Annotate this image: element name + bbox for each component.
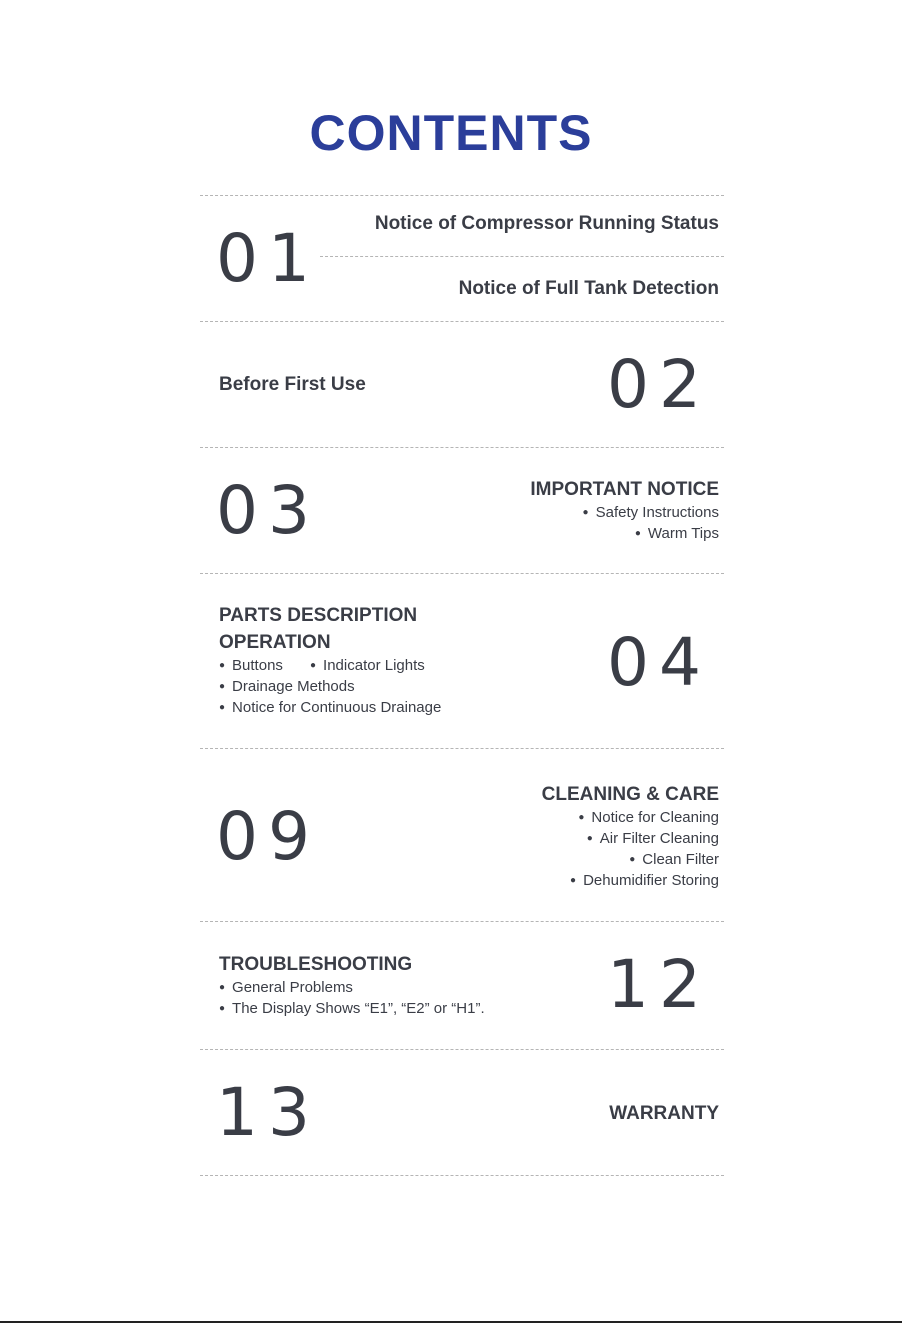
section-number-13: 13 (216, 1074, 320, 1151)
section-number-03: 03 (216, 472, 320, 549)
toc-bullet-warm-tips[interactable]: ● Warm Tips (635, 523, 719, 546)
divider (200, 1049, 724, 1050)
toc-bullet-error-codes[interactable]: ● The Display Shows “E1”, “E2” or “H1”. (219, 998, 485, 1021)
toc-bullet-notice-cleaning[interactable]: ● Notice for Cleaning (578, 807, 719, 830)
toc-bullet-clean-filter[interactable]: ● Clean Filter (629, 849, 719, 872)
divider (200, 921, 724, 922)
toc-bullet-general-problems[interactable]: ● General Problems (219, 977, 353, 1000)
divider (200, 447, 724, 448)
toc-entry-parts-description[interactable]: PARTS DESCRIPTION (219, 605, 418, 626)
toc-bullet-drainage[interactable]: ● Drainage Methods (219, 676, 355, 699)
page-bottom-border (0, 1321, 902, 1323)
section-number-09: 09 (216, 798, 320, 875)
toc-entry-before-first-use[interactable]: Before First Use (219, 374, 366, 395)
toc-entry-warranty[interactable]: WARRANTY (609, 1103, 719, 1124)
section-number-04: 04 (607, 624, 711, 701)
divider (320, 256, 724, 257)
divider (200, 321, 724, 322)
toc-bullet-indicator-lights[interactable]: ● Indicator Lights (310, 655, 425, 678)
toc-bullet-safety[interactable]: ● Safety Instructions (583, 502, 719, 525)
divider (200, 573, 724, 574)
divider (200, 748, 724, 749)
divider (200, 195, 724, 196)
section-number-12: 12 (607, 946, 711, 1023)
divider (200, 1175, 724, 1176)
toc-entry-operation[interactable]: OPERATION (219, 632, 331, 653)
toc-entry-troubleshooting[interactable]: TROUBLESHOOTING (219, 954, 413, 975)
toc-bullet-air-filter[interactable]: ● Air Filter Cleaning (587, 828, 719, 851)
toc-bullet-buttons[interactable]: ● Buttons (219, 655, 283, 678)
toc-entry-compressor-status[interactable]: Notice of Compressor Running Status (374, 213, 719, 234)
section-number-02: 02 (607, 346, 711, 423)
section-number-01: 01 (216, 220, 320, 297)
page-title: CONTENTS (309, 105, 593, 161)
toc-bullet-continuous-drainage[interactable]: ● Notice for Continuous Drainage (219, 697, 441, 720)
toc-entry-cleaning-care[interactable]: CLEANING & CARE (541, 784, 719, 805)
toc-bullet-storing[interactable]: ● Dehumidifier Storing (570, 870, 719, 893)
toc-entry-important-notice[interactable]: IMPORTANT NOTICE (530, 479, 719, 500)
toc-entry-full-tank[interactable]: Notice of Full Tank Detection (458, 278, 719, 299)
